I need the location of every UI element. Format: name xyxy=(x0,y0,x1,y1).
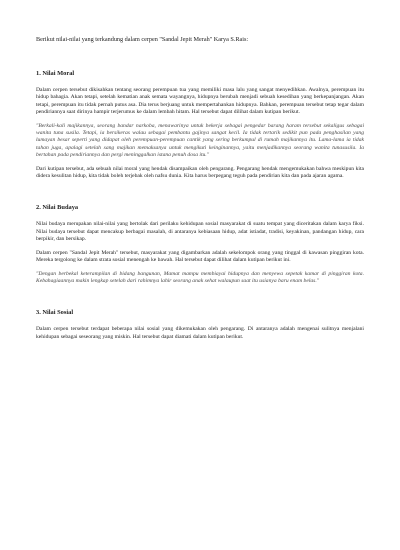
section-heading-moral: 1. Nilai Moral xyxy=(36,70,75,77)
paragraph: Dalam cerpen tersebut dikisahkan tentang seorang perempuan tua yang memiliki masa lalu yang sangat menyedihkan. Awalnya, perempuan itu hidup bahagia. Akan tetapi, setelah kematian anak semata wayangnya, hidupnya berubah menjadi sebuah kesedihan yang berkepanjangan. Akan tetapi, perempuan itu tidak pernah putus asa. Dia terus berjuang untuk mempertahankan hidupnya. Bahkan, perempuan tersebut tetap tegar dalam pendiriannya saat dirinya hampir terjerumus ke dalam lembah hitam. Hal tersebut dapat dilihat dalam kutipan berikut. xyxy=(36,87,364,116)
section-heading-budaya: 2. Nilai Budaya xyxy=(36,204,79,212)
paragraph: Dari kutipan tersebut, ada sebuah nilai moral yang hendak disampaikan oleh pengarang. Pengarang hendak mengemukakan bahwa meskipun kita didera kesulitan hidup, kita tidak boleh terjebak oleh nafsu dunia. Kita harus berpegang teguh pada pendirian kita dan pada ajaran agama. xyxy=(36,165,364,180)
section-heading-sosial: 3. Nilai Sosial xyxy=(36,309,74,317)
paragraph: Dalam cerpen tersebut terdapat beberapa nilai sosial yang dikemukakan oleh pengarang. Di antaranya adalah mengenai sulitnya menjalani kehidupan sebagai seseorang yang miskin. Hal tersebut dapat diamati dalam kutipan berikut. xyxy=(36,326,364,340)
quote-paragraph: "Dengan berbekal keterampilan di bidang bangunan, Mamat mampu membiayai hidupnya dan menyewa sepetak kamar di pinggiran kota. Kebahagiaannya makin lengkap setelah dari rahimnya lahir seorang anak sehat walaupun saat itu usianya baru enam belas." xyxy=(36,270,364,284)
quote-paragraph: "Berkali-kali majikannya, seorang bandar narkoba, menawarinya untuk bekerja sebagai pengedar barang haram tersebut sekaligus sebagai wanita tuna susila. Tetapi, ia bersikeras walau sebagai pembantu gajinya sangat kecil. Ia tidak tertarik sedikit pun pada penghasilan yang lumayan besar seperti yang didapat oleh perempuan-perempuan cantik yang sering berkumpul di rumah majikannya itu. Lama-lama ia tidak tahan juga, apalagi setelah sang majikan memaksanya untuk mengikuti keinginannya, yaitu menjadikannya seorang wanita tunasusila. Ia bertahan pada pendiriannya dan pergi meninggalkan istana penuh dosa itu." xyxy=(36,122,364,159)
paragraph: Dalam cerpen "Sandal Jepit Merah" tersebut, masyarakat yang digambarkan adalah sekelompok orang yang tinggal di kawasan pinggiran kota. Mereka tergolong ke dalam strata sosial menengah ke bawah. Hal tersebut dapat dilihat dalam kutipan berikut ini. xyxy=(36,249,364,264)
paragraph: Nilai budaya merupakan nilai-nilai yang bertolak dari perilaku kehidupan sosial masyarakat di suatu tempat yang diceritakan dalam karya fiksi. Nilai budaya tersebut dapat mencakup berbagai masalah, di antaranya kebiasaan hidup, adat istiadat, tradisi, keyakinan, pandangan hidup, cara berpikir, dan bersikap. xyxy=(36,221,364,243)
intro-text: Berikut nilai-nilai yang terkandung dalam cerpen "Sandal Jepit Merah" Karya S.Rais: xyxy=(36,36,249,43)
